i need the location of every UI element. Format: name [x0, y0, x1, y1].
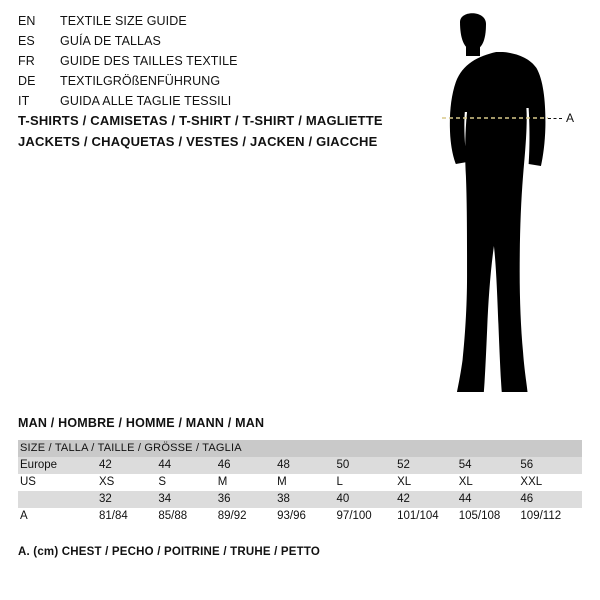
table-cell: 101/104 — [397, 508, 459, 525]
category-line-tshirts: T-SHIRTS / CAMISETAS / T-SHIRT / T-SHIRT / MAGLIETTE — [18, 113, 383, 128]
table-cell: 93/96 — [277, 508, 336, 525]
language-row — [18, 14, 378, 34]
language-code: IT — [18, 94, 30, 108]
language-text: TEXTILE SIZE GUIDE — [60, 14, 187, 28]
table-cell: 105/108 — [459, 508, 521, 525]
table-cell: 46 — [218, 457, 277, 474]
table-row — [18, 508, 582, 525]
table-header-row — [18, 440, 582, 457]
language-code: DE — [18, 74, 36, 88]
table-cell: 36 — [218, 491, 277, 508]
table-row — [18, 491, 582, 508]
table-cell: XL — [459, 474, 521, 491]
table-cell: 97/100 — [337, 508, 398, 525]
table-cell: 40 — [337, 491, 398, 508]
language-text: GUIDE DES TAILLES TEXTILE — [60, 54, 238, 68]
silhouette-icon — [400, 8, 600, 408]
table-cell: S — [158, 474, 217, 491]
table-cell: 56 — [520, 457, 582, 474]
table-cell: 46 — [520, 491, 582, 508]
table-cell: XXL — [520, 474, 582, 491]
table-cell: 52 — [397, 457, 459, 474]
table-cell: 50 — [337, 457, 398, 474]
table-cell: 81/84 — [99, 508, 158, 525]
size-table — [18, 440, 582, 525]
table-cell: 44 — [158, 457, 217, 474]
table-row — [18, 457, 582, 474]
language-code: EN — [18, 14, 36, 28]
row-label — [18, 491, 99, 508]
table-cell: XS — [99, 474, 158, 491]
language-code: ES — [18, 34, 35, 48]
table-cell: 42 — [397, 491, 459, 508]
language-list — [18, 14, 378, 114]
category-line-jackets: JACKETS / CHAQUETAS / VESTES / JACKEN / GIACCHE — [18, 134, 378, 149]
table-cell: 85/88 — [158, 508, 217, 525]
row-label: US — [18, 474, 99, 491]
table-header-label: SIZE / TALLA / TAILLE / GRÖSSE / TAGLIA — [18, 440, 582, 457]
row-label: Europe — [18, 457, 99, 474]
language-code: FR — [18, 54, 35, 68]
category-headings — [18, 110, 398, 152]
measure-label-a: A — [566, 111, 575, 125]
table-cell: 32 — [99, 491, 158, 508]
table-cell: 44 — [459, 491, 521, 508]
table-cell: 48 — [277, 457, 336, 474]
table-cell: 109/112 — [520, 508, 582, 525]
gender-heading: MAN / HOMBRE / HOMME / MANN / MAN — [18, 416, 265, 430]
measure-leader-line — [548, 118, 562, 119]
row-label: A — [18, 508, 99, 525]
table-cell: 42 — [99, 457, 158, 474]
table-cell: M — [218, 474, 277, 491]
male-figure-illustration — [400, 8, 600, 408]
language-text: TEXTILGRÖßENFÜHRUNG — [60, 74, 221, 88]
table-cell: M — [277, 474, 336, 491]
language-text: GUIDA ALLE TAGLIE TESSILI — [60, 94, 232, 108]
table-cell: 54 — [459, 457, 521, 474]
table-cell: 34 — [158, 491, 217, 508]
table-cell: 89/92 — [218, 508, 277, 525]
language-row — [18, 74, 378, 94]
language-row — [18, 54, 378, 74]
language-row — [18, 34, 378, 54]
table-cell: 38 — [277, 491, 336, 508]
table-row — [18, 474, 582, 491]
table-cell: L — [337, 474, 398, 491]
language-text: GUÍA DE TALLAS — [60, 34, 161, 48]
table-footnote: A. (cm) CHEST / PECHO / POITRINE / TRUHE / PETTO — [18, 546, 321, 558]
table-cell: XL — [397, 474, 459, 491]
